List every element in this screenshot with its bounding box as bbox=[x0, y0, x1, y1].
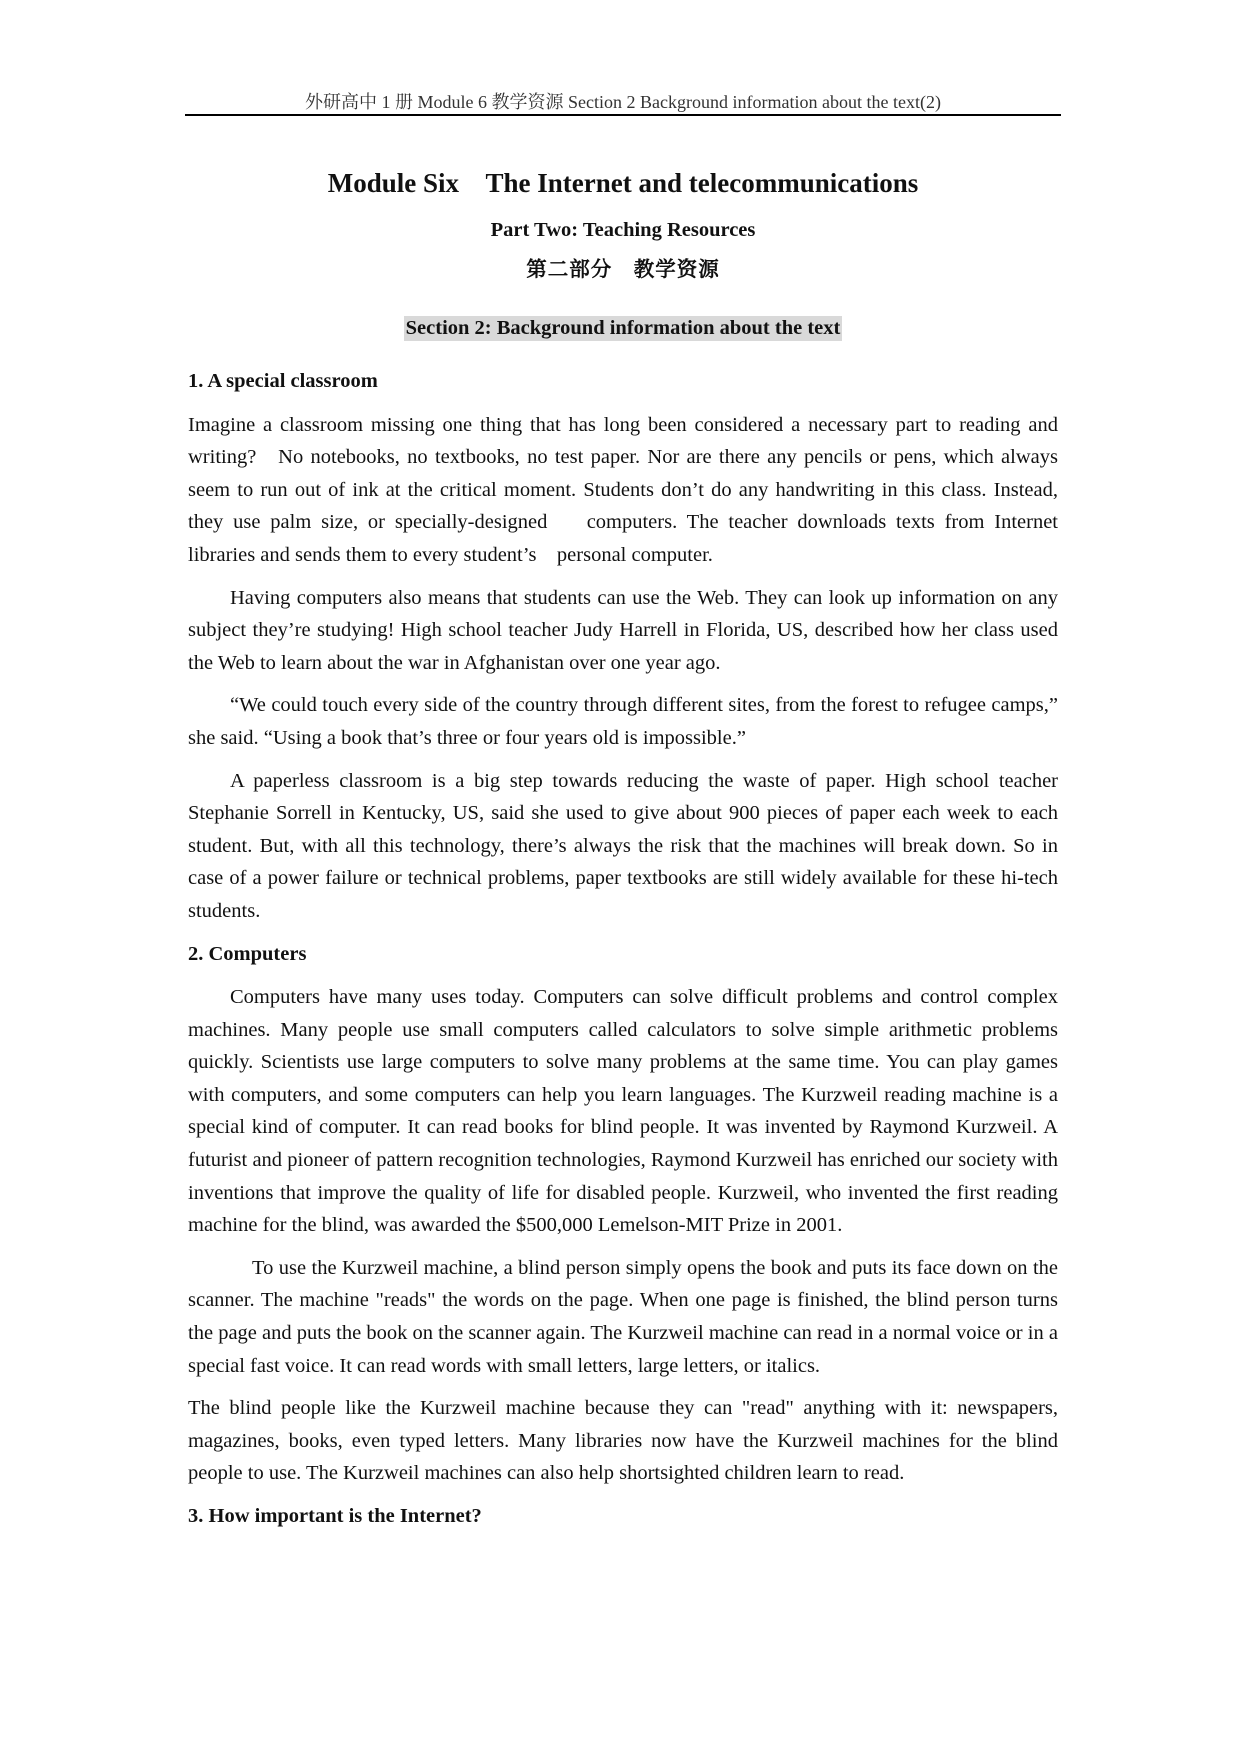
document-title: Module Six The Internet and telecommunications bbox=[327, 168, 919, 198]
section-heading: Section 2: Background information about the text bbox=[405, 317, 841, 339]
paragraph: “We could touch every side of the country through different sites, from the forest to refugee camps,” she said. “Using a book that’s three or four years old is impossible.” bbox=[188, 694, 1058, 749]
section-heading-container bbox=[185, 316, 1061, 341]
paragraph: Having computers also means that students can use the Web. They can look up information on any subject they’re studying! High school teacher Judy Harrell in Florida, US, described how her class used the Web to learn about the war in Afghanistan over one year ago. bbox=[188, 586, 1058, 674]
document-body bbox=[188, 365, 1064, 1544]
subtitle-english: Part Two: Teaching Resources bbox=[490, 219, 756, 241]
section-1-heading: 1. A special classroom bbox=[188, 370, 378, 392]
running-header: 外研高中 1 册 Module 6 教学资源 Section 2 Background information about the text(2) bbox=[305, 92, 941, 112]
subtitle-chinese: 第二部分 教学资源 bbox=[526, 257, 720, 281]
paragraph: To use the Kurzweil machine, a blind person simply opens the book and puts its face down on the scanner. The machine "reads" the words on the page. When one page is finished, the blind person turns the page and puts the book on the scanner again. The Kurzweil machine can read in a normal voice or in a special fast voice. It can read words with small letters, large letters, or italics. bbox=[188, 1256, 1058, 1377]
section-2-heading: 2. Computers bbox=[188, 942, 307, 965]
header-rule bbox=[185, 114, 1061, 116]
paragraph: A paperless classroom is a big step towards reducing the waste of paper. High school teacher Stephanie Sorrell in Kentucky, US, said she used to give about 900 pieces of paper each week to each student. But, with all this technology, there’s always the risk that the machines will break down. So in case of a power failure or technical problems, paper textbooks are still widely available for these hi-tech students. bbox=[188, 769, 1058, 922]
section-3-heading: 3. How important is the Internet? bbox=[188, 1505, 482, 1527]
paragraph: Imagine a classroom missing one thing that has long been considered a necessary part to reading and writing? No notebooks, no textbooks, no test paper. Nor are there any pencils or pens, which always seem to run out of ink at the critical moment. Students don’t do any handwriting in this class. Instead, they use palm size, or specially-designed computers. The teacher downloads texts from Internet libraries and sends them to every student’s personal computer. bbox=[188, 413, 1064, 566]
paragraph: Computers have many uses today. Computers can solve difficult problems and control complex machines. Many people use small computers called calculators to solve simple arithmetic problems quickly. Scientists use large computers to solve many problems at the same time. You can play games with computers, and some computers can help you learn languages. The Kurzweil reading machine is a special kind of computer. It can read books for blind people. It was invented by Raymond Kurzweil. A futurist and pioneer of pattern recognition technologies, Raymond Kurzweil has enriched our society with inventions that improve the quality of life for disabled people. Kurzweil, who invented the first reading machine for the blind, was awarded the $500,000 Lemelson-MIT Prize in 2001. bbox=[188, 986, 1058, 1237]
paragraph: The blind people like the Kurzweil machine because they can "read" anything with it: newspapers, magazines, books, even typed letters. Many libraries now have the Kurzweil machines for the blind people to use. The Kurzweil machines can also help shortsighted children learn to read. bbox=[188, 1397, 1058, 1485]
